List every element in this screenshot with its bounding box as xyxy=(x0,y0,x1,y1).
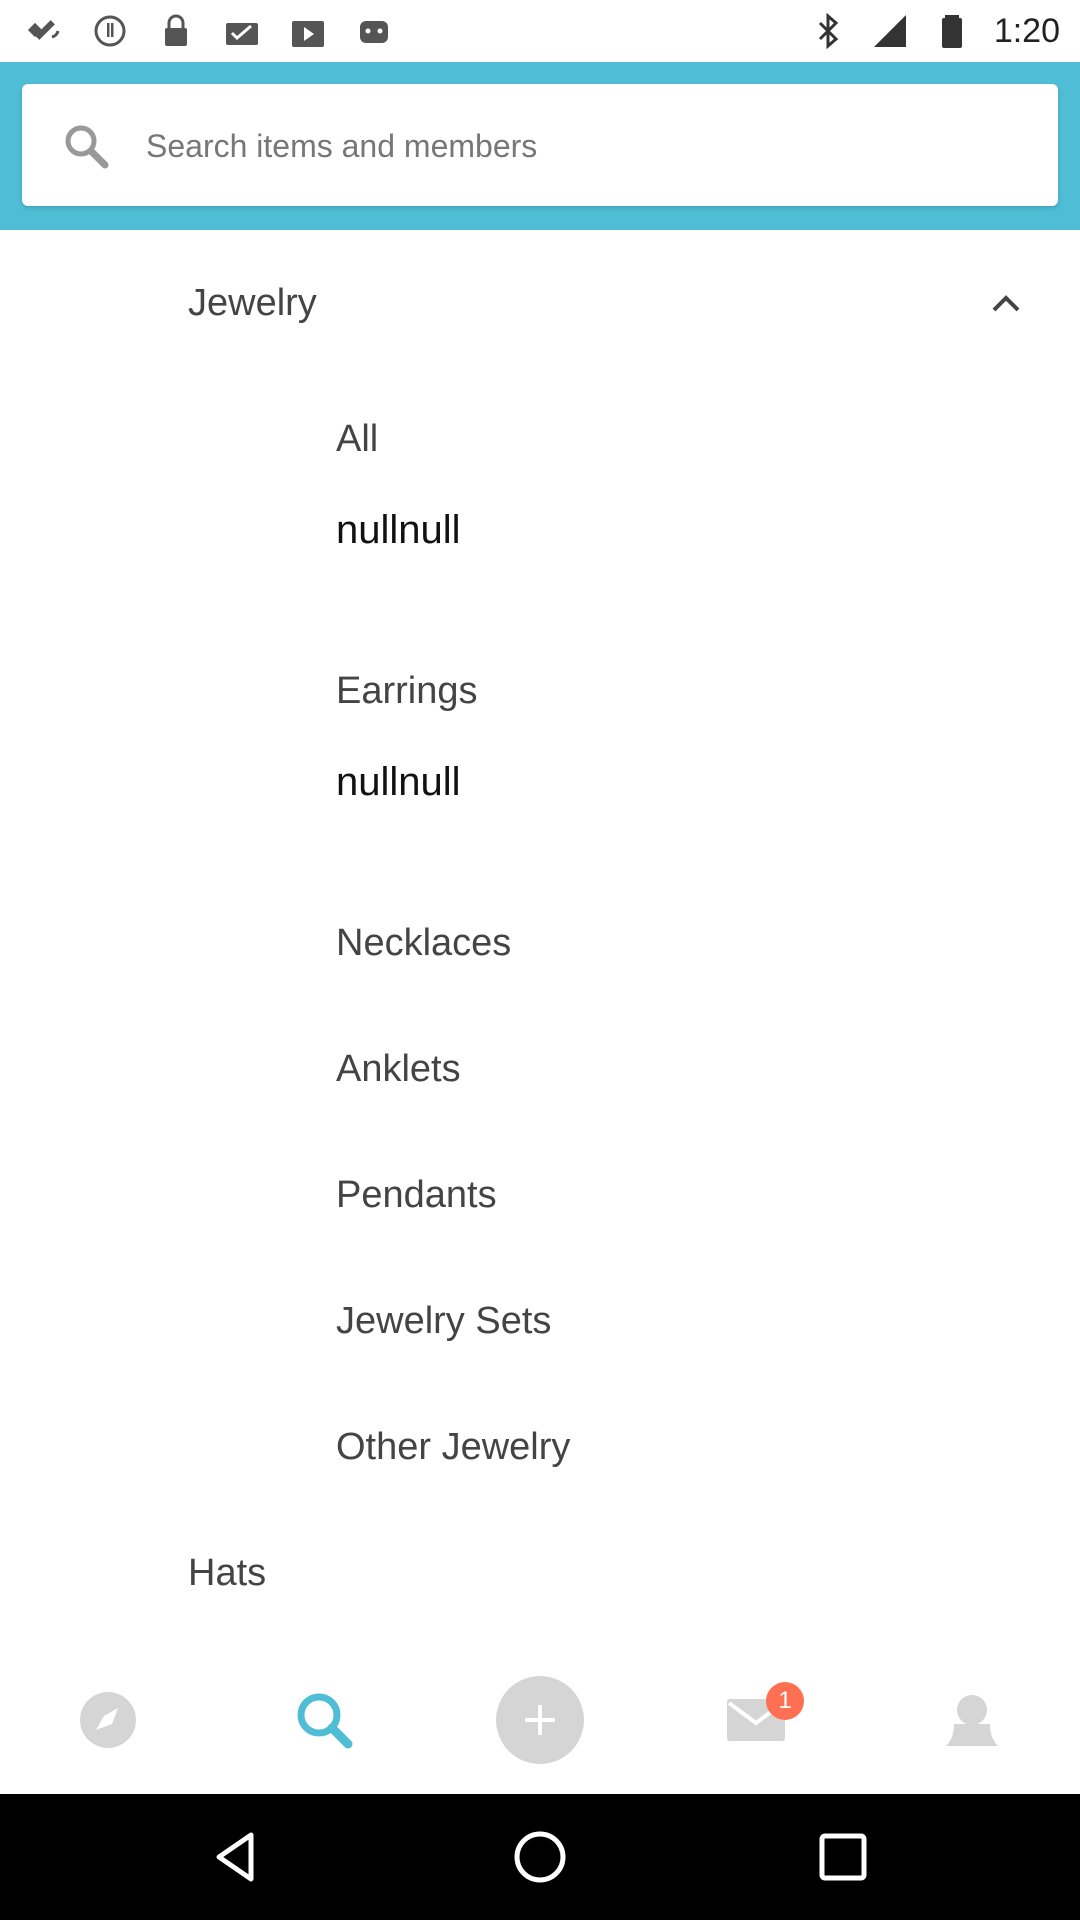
home-button[interactable] xyxy=(505,1822,575,1892)
search-box[interactable] xyxy=(22,84,1058,206)
nav-profile[interactable] xyxy=(922,1670,1022,1770)
back-icon xyxy=(207,1827,267,1887)
subcategory-pendants[interactable]: Pendants xyxy=(336,1174,497,1216)
category-jewelry[interactable]: Jewelry xyxy=(188,282,317,324)
subcategory-earrings[interactable]: Earrings xyxy=(336,670,478,712)
compass-icon xyxy=(78,1690,138,1750)
chevron-up-icon[interactable] xyxy=(988,286,1024,322)
signal-icon xyxy=(870,11,910,51)
recents-button[interactable] xyxy=(808,1822,878,1892)
lock-icon xyxy=(156,11,196,51)
satellite-icon xyxy=(24,11,64,51)
subcategory-extra-text: nullnull xyxy=(336,760,461,804)
battery-icon xyxy=(932,11,972,51)
subcategory-anklets[interactable]: Anklets xyxy=(336,1048,461,1090)
subcategory-necklaces[interactable]: Necklaces xyxy=(336,922,512,964)
subcategory-all[interactable]: All xyxy=(336,418,379,460)
category-hats[interactable]: Hats xyxy=(188,1552,267,1594)
sync-icon xyxy=(90,11,130,51)
subcategory-jewelry-sets[interactable]: Jewelry Sets xyxy=(336,1300,552,1342)
back-button[interactable] xyxy=(202,1822,272,1892)
status-bar xyxy=(0,0,1080,62)
system-nav-bar xyxy=(0,1794,1080,1920)
message-count-badge: 1 xyxy=(766,1682,804,1720)
briefcase-icon xyxy=(222,11,262,51)
person-icon xyxy=(940,1688,1004,1752)
subcategory-extra-text: nullnull xyxy=(336,508,461,552)
bottom-nav xyxy=(0,1640,1080,1794)
nav-explore[interactable] xyxy=(58,1670,158,1770)
home-icon xyxy=(510,1827,570,1887)
search-icon xyxy=(60,120,112,172)
bluetooth-icon xyxy=(808,11,848,51)
search-icon xyxy=(292,1688,356,1752)
nav-search[interactable] xyxy=(274,1670,374,1770)
search-header xyxy=(0,62,1080,230)
clock: 1:20 xyxy=(993,11,1060,50)
recents-icon xyxy=(813,1827,873,1887)
search-input[interactable] xyxy=(144,112,1028,180)
play-store-icon xyxy=(288,11,328,51)
android-icon xyxy=(354,11,394,51)
nav-add[interactable] xyxy=(490,1670,590,1770)
subcategory-other-jewelry[interactable]: Other Jewelry xyxy=(336,1426,571,1468)
plus-icon xyxy=(495,1675,585,1765)
